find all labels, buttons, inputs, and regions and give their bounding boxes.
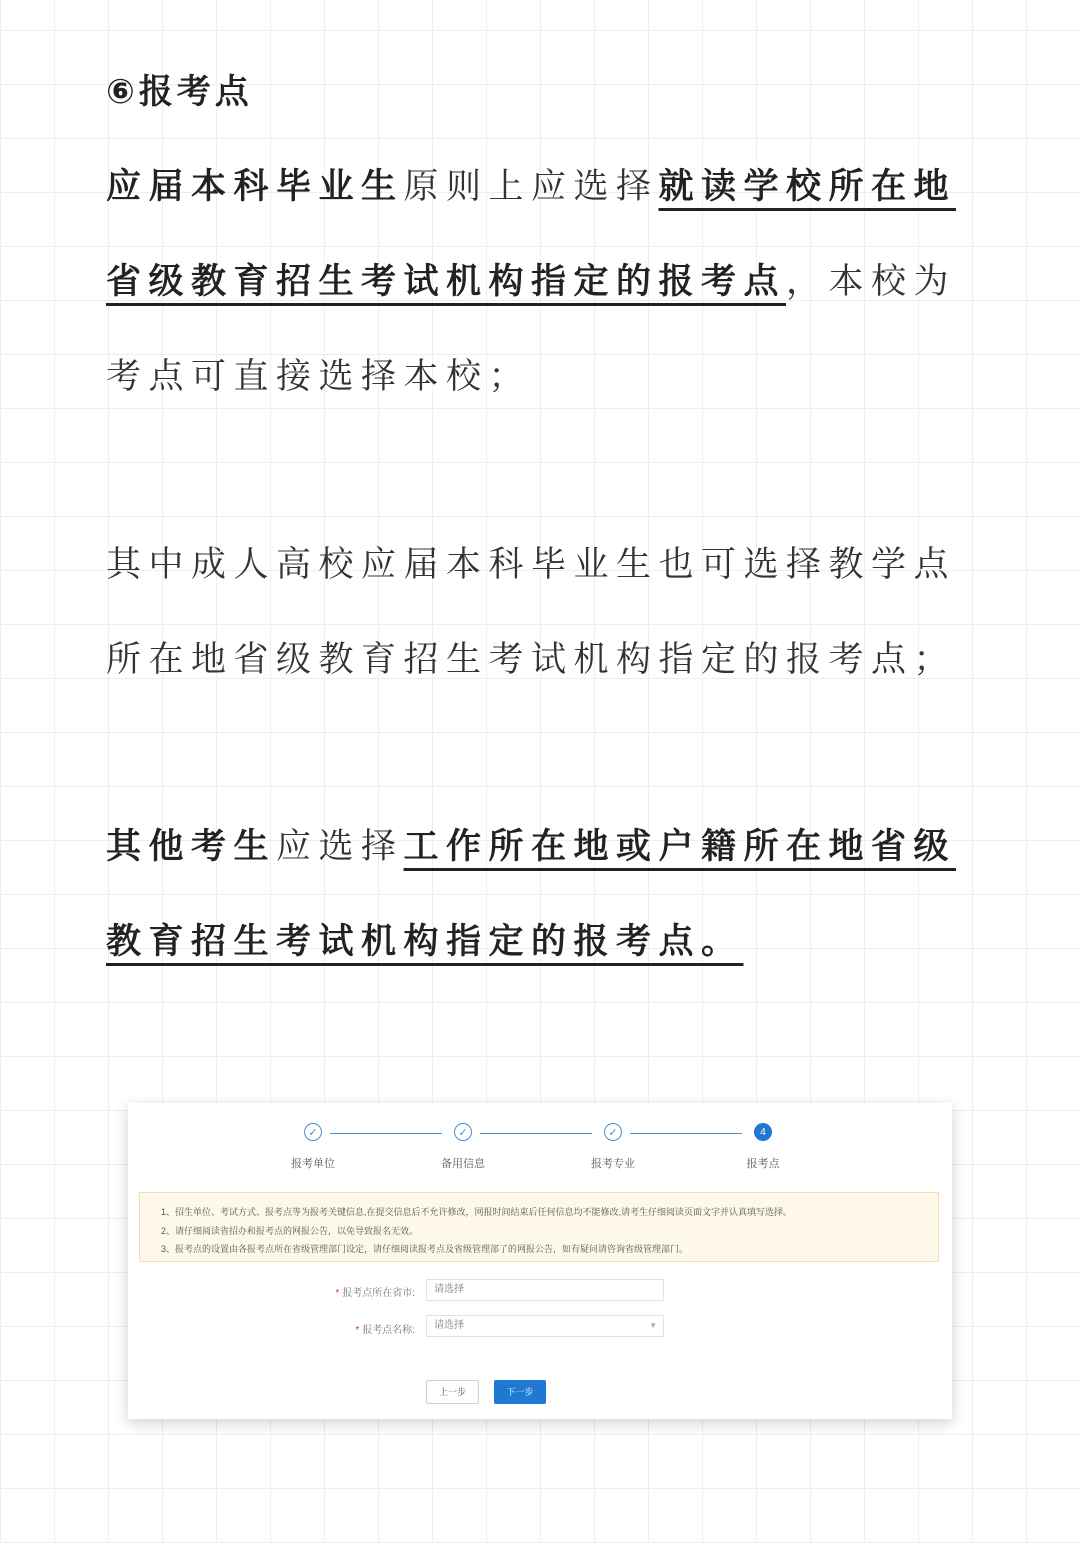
province-select[interactable]: 请选择 xyxy=(426,1279,664,1301)
step-label-unit: 报考单位 xyxy=(291,1158,335,1170)
notice-line: 2、请仔细阅读省招办和报考点的网报公告，以免导致报名无效。 xyxy=(161,1225,419,1236)
next-button[interactable]: 下一步 xyxy=(494,1380,546,1404)
prev-button[interactable]: 上一步 xyxy=(426,1380,479,1404)
check-icon: ✓ xyxy=(454,1123,472,1141)
emphasis-text: 其他考生 xyxy=(106,827,277,867)
emphasis-text: 应届本科毕业生 xyxy=(106,167,404,207)
paragraph-other-candidates xyxy=(106,800,986,990)
site-select[interactable]: 请选择 ▼ xyxy=(426,1315,664,1337)
check-icon: ✓ xyxy=(604,1123,622,1141)
step-connector xyxy=(330,1133,442,1134)
progress-stepper xyxy=(128,1123,952,1183)
step-label-backup-info: 备用信息 xyxy=(441,1158,485,1170)
required-mark: * xyxy=(335,1288,340,1299)
body-text: 其中成人高校应届本科毕业生也可选择教学点所在地省级教育招生考试机构指定的报考点； xyxy=(106,545,957,680)
underlined-text: 工作所在地或户籍所在地省级教育招生考试机构指定的报考点。 xyxy=(106,827,957,962)
notice-box xyxy=(139,1192,939,1262)
notice-line: 1、招生单位、考试方式、报考点等为报考关键信息,在提交信息后不允许修改，网报时间结束后任何信息均不能修改,请考生仔细阅读页面文字并认真填写选择。 xyxy=(161,1207,793,1217)
paragraph-fresh-graduates xyxy=(106,140,986,425)
step-label-exam-site: 报考点 xyxy=(746,1158,780,1170)
section-heading: ⑥报考点 xyxy=(106,72,253,112)
registration-screenshot xyxy=(128,1103,952,1419)
check-icon: ✓ xyxy=(304,1123,322,1141)
step-number-icon: 4 xyxy=(754,1123,772,1141)
site-label: * 报考点名称: xyxy=(355,1325,415,1336)
step-connector xyxy=(480,1133,592,1134)
underlined-text: 就读学校所在地省级教育招生考试机构指定的报考点 xyxy=(106,167,957,302)
body-text: 原则上应选择 xyxy=(403,167,659,207)
chevron-down-icon: ▼ xyxy=(649,1321,657,1330)
paragraph-adult-college xyxy=(106,518,986,708)
step-label-major: 报考专业 xyxy=(591,1158,635,1170)
step-connector xyxy=(630,1133,742,1134)
body-text: ，本校为考点可直接选择本校； xyxy=(106,262,957,397)
notice-line: 3、报考点的设置由各报考点所在省级管理部门设定，请仔细阅读报考点及省级管理部了的网报公告，如有疑问请咨询省级管理部门。 xyxy=(161,1244,689,1254)
province-label: * 报考点所在省市: xyxy=(335,1288,415,1299)
required-mark: * xyxy=(355,1325,360,1336)
body-text: 应选择 xyxy=(276,827,404,867)
